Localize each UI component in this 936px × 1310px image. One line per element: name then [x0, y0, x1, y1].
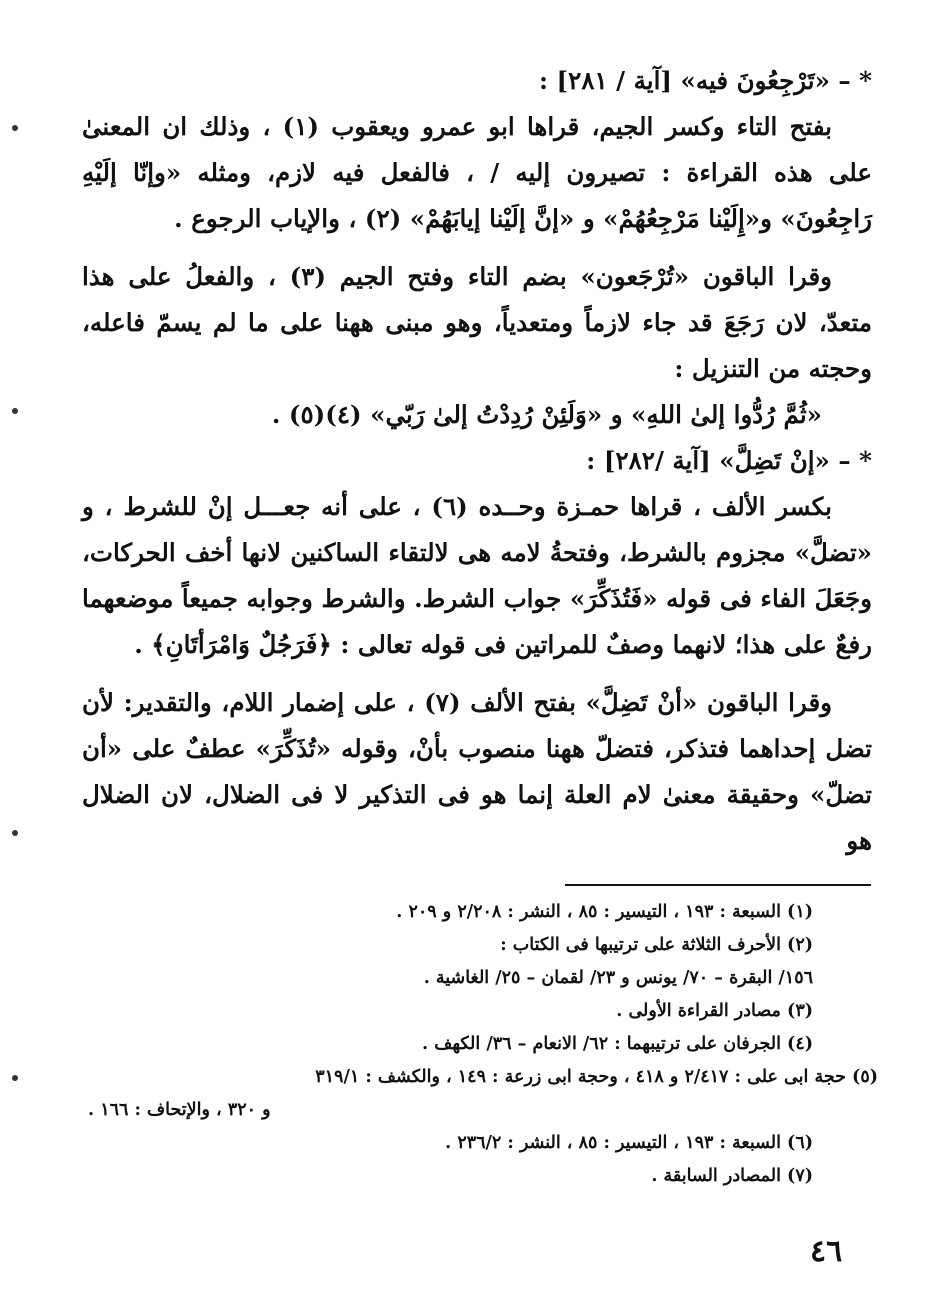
footnote-2: (٢) الأحرف الثلاثة على ترتيبها فى الكتاب : [500, 935, 813, 955]
verse-heading-282: * – «إنْ تَضِلَّ» [آية /٢٨٢] : [586, 446, 872, 475]
footnote-1: (١) السبعة : ١٩٣ ، التيسير : ٨٥ ، النشر : ٢/٢٠٨ و ٢٠٩ . [396, 902, 813, 922]
margin-dot [12, 1075, 18, 1081]
paragraph-kasr-alif: بكسر الألف ، قراها حمـزة وحــده (٦) ، على أنه جعـــل إنْ للشرط ، و «تضلَّ» مجزوم بالشرط، وفتحةُ لامه هى لالتقاء الساكنين لانها أخف الحركات، وجَعَلَ الفاء فى قوله «فَتُذَكِّرَ» جواب الشرط. والشرط وجوابه جميعاً موضعهما رفعٌ على هذا؛ لانهما وصفٌ للمراتين فى قوله تعالى : ﴿فَرَجُلٌ وَامْرَأتَانِ﴾ . [82, 492, 872, 659]
footnotes [88, 896, 878, 1193]
paragraph-first-reading: بفتح التاء وكسر الجيم، قراها ابو عمرو ويعقوب (١) ، وذلك ان المعنىٰ على هذه القراءة : تصيرون إليه / ، فالفعل فيه لازم، ومثله «وإنّا إلَيْهِ رَاجِعُونَ» و«إِلَيْنا مَرْجِعُهُمْ» و «إنَّ إلَيْنا إيابَهُمْ» (٢) ، والإياب الرجوع . [82, 112, 872, 233]
quranic-evidence: «ثُمَّ رُدُّوا إلىٰ اللهِ» و «وَلَئِنْ رُدِدْتُ إلىٰ رَبّي» (٤)(٥) . [271, 400, 822, 429]
verse-heading-281: * – «تَرْجِعُونَ فيه» [آية / ٢٨١] : [538, 66, 872, 95]
main-text [82, 58, 872, 864]
margin-dot [12, 125, 18, 131]
footnote-5-continuation: و ٣٢٠ ، والإتحاف : ١٦٦ . [88, 1100, 271, 1120]
footnote-7: (٧) المصادر السابقة . [651, 1166, 813, 1186]
paragraph-second-reading: وقرا الباقون «تُرْجَعون» بضم التاء وفتح الجيم (٣) ، والفعلُ على هذا متعدّ، لان رَجَعَ قد جاء لازماً ومتعدياً، وهو مبنى ههنا على ما لم يسمّ فاعله، وحجته من التنزيل : [82, 262, 872, 383]
page-number: ٤٦ [810, 1234, 843, 1269]
footnote-3: (٣) مصادر القراءة الأولى . [616, 1001, 813, 1021]
margin-dot [12, 830, 18, 836]
footnote-divider [565, 884, 871, 886]
paragraph-fath-alif: وقرا الباقون «أنْ تَضِلَّ» بفتح الألف (٧) ، على إضمار اللام، والتقدير: لأن تضل إحداهما فتذكر، فتضلّ ههنا منصوب بأنْ، وقوله «تُذَكِّرَ» عطفٌ على «أن تضلّ» وحقيقة معنىٰ لام العلة إنما هو فى التذكير لا فى الضلال، لان الضلال هو [82, 688, 872, 855]
footnote-4: (٤) الجرفان على ترتيبهما : ٦٢/ الانعام – ٣٦/ الكهف . [422, 1034, 813, 1054]
margin-dot [12, 408, 18, 414]
footnote-6: (٦) السبعة : ١٩٣ ، التيسير : ٨٥ ، النشر : ٢٣٦/٢ . [445, 1133, 813, 1153]
footnote-5: (٥) حجة ابى على : ٢/٤١٧ و ٤١٨ ، وحجة ابى زرعة : ١٤٩ ، والكشف : ٣١٩/١ [315, 1067, 878, 1087]
footnote-2-continuation: ١٥٦/ البقرة – ٧٠/ يونس و ٢٣/ لقمان – ٢٥/ الغاشية . [423, 968, 813, 988]
